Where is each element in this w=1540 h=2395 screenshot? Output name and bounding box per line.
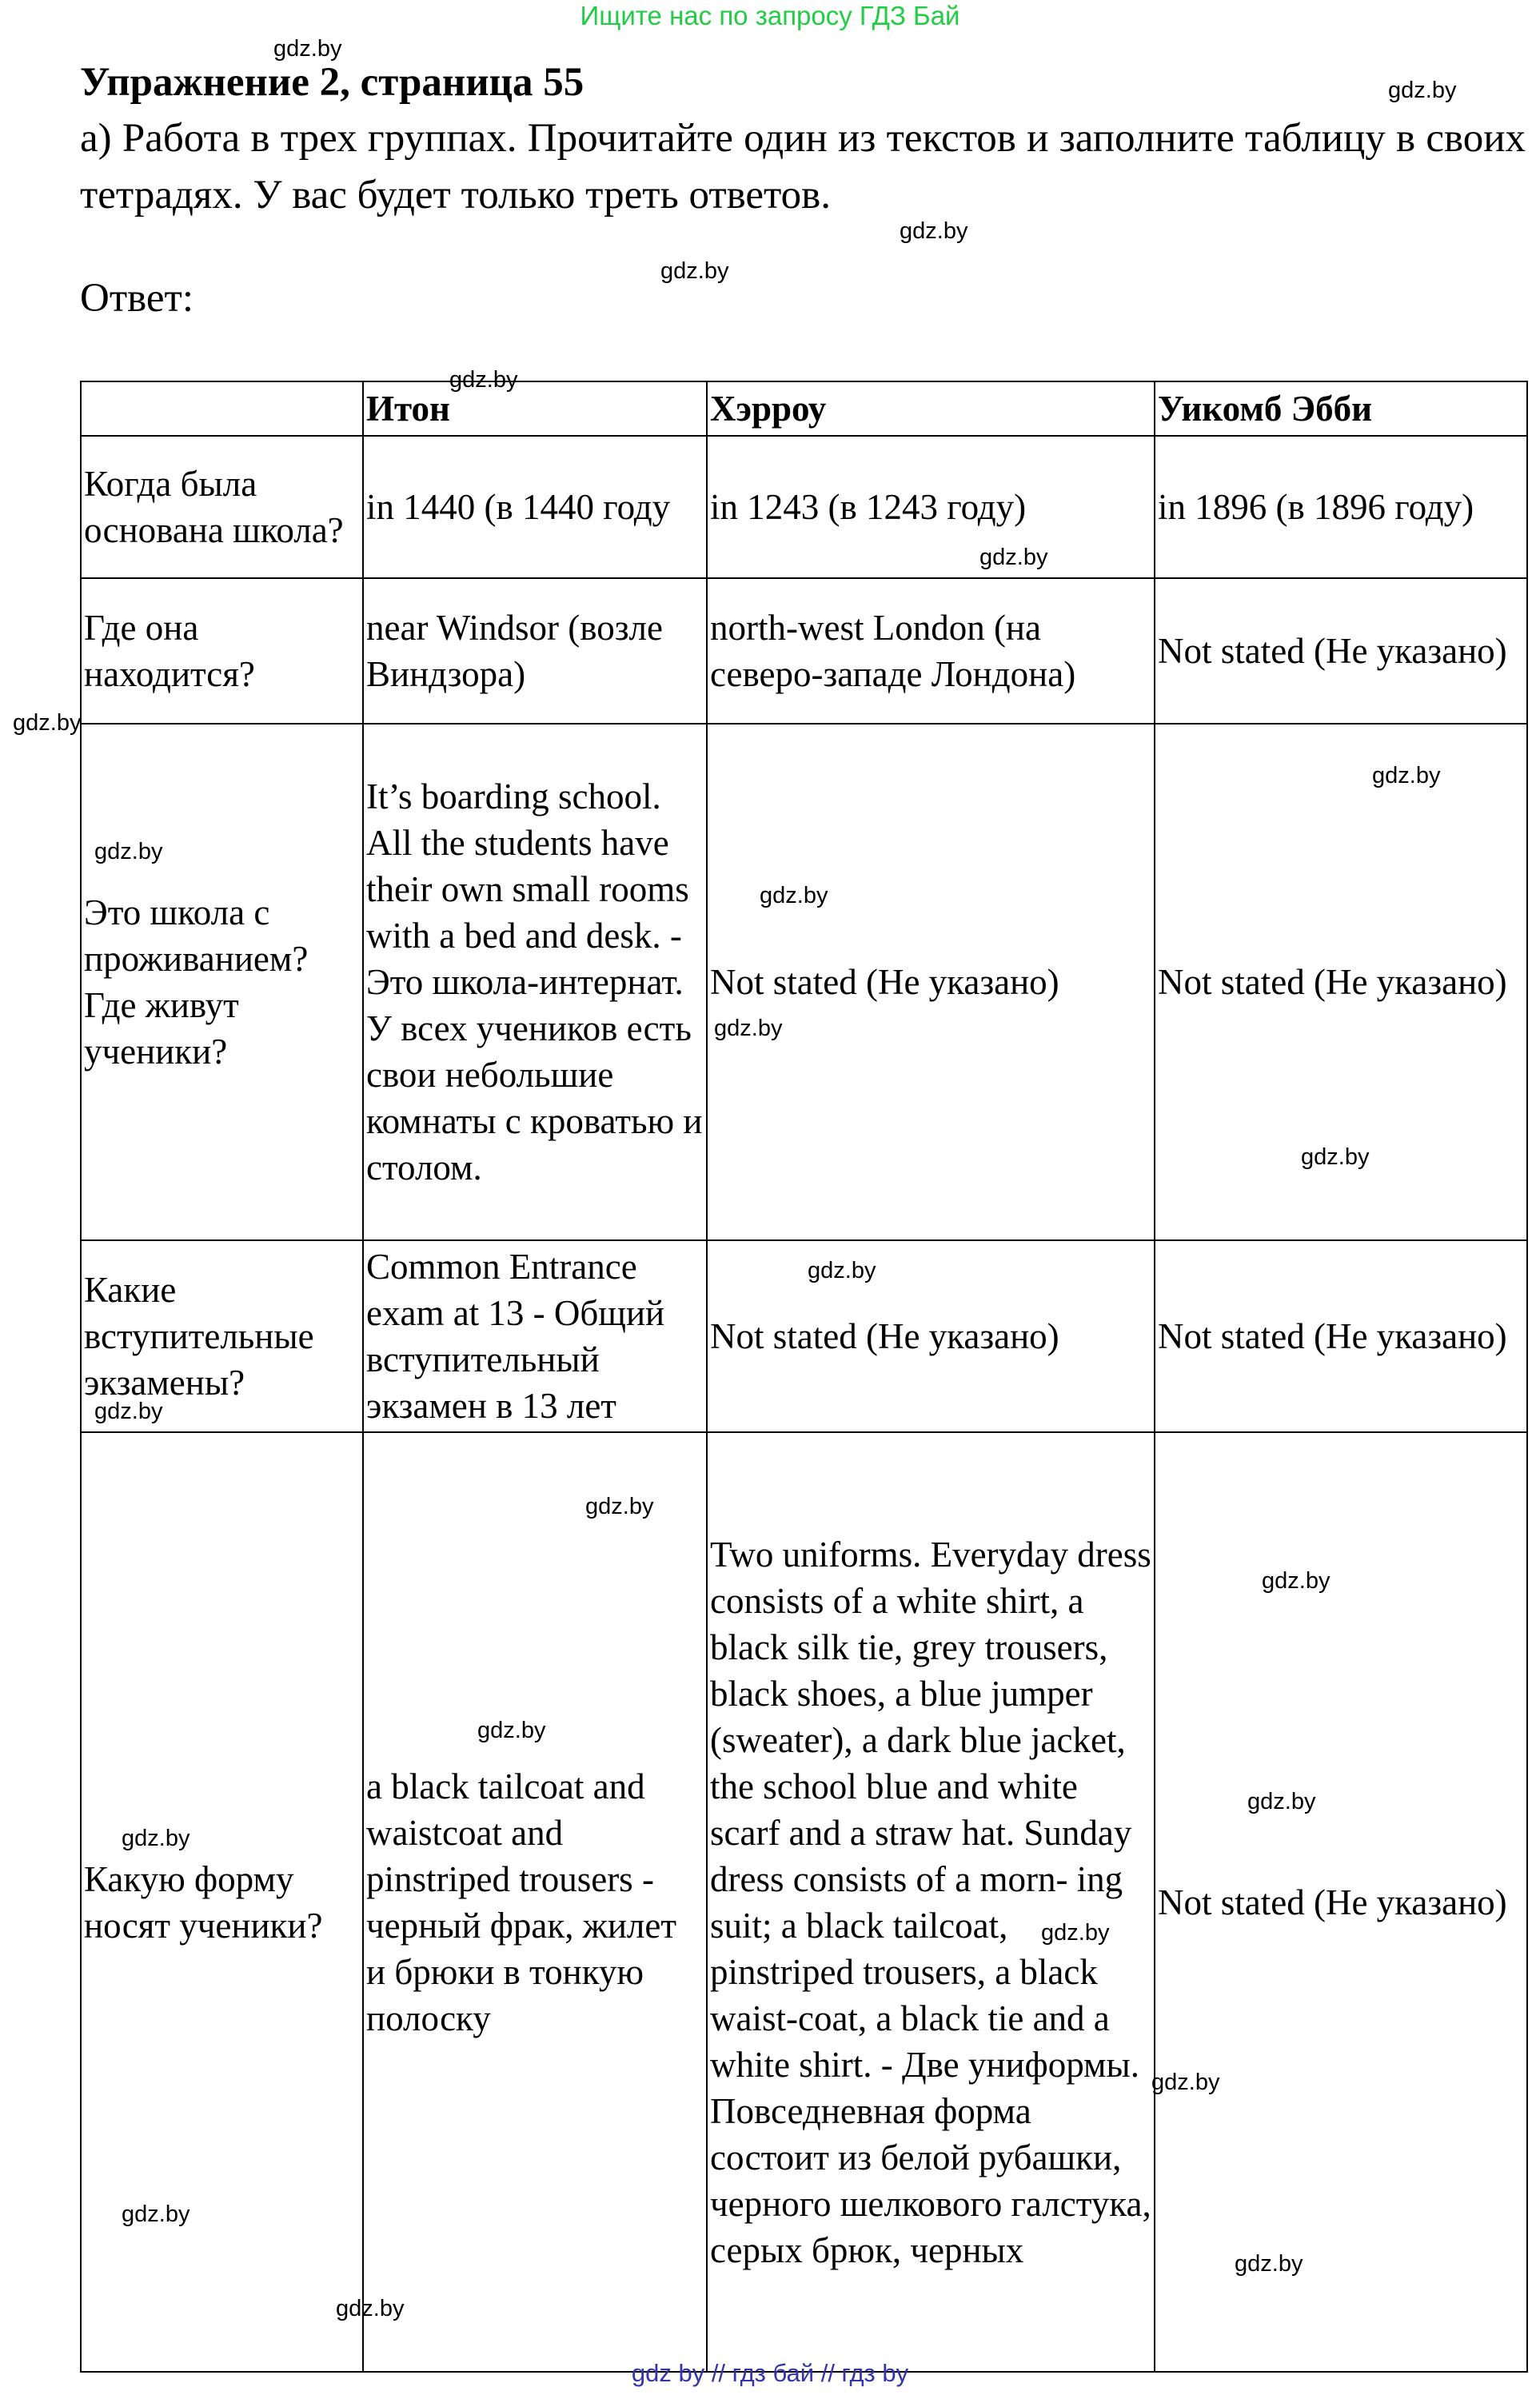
wycombe-cell: Not stated (Не указано) [1155, 724, 1527, 1240]
answer-label: Ответ: [80, 276, 193, 321]
table-row [81, 1432, 1527, 2372]
watermark: gdz.by [94, 839, 163, 864]
table-row [81, 578, 1527, 724]
task-text: а) Работа в трех группах. Прочитайте один из текстов и заполните таблицу в своих тетрадях. У вас будет только треть ответов. [80, 116, 1526, 218]
eton-cell: Common Entrance exam at 13 - Общий вступительный экзамен в 13 лет [363, 1240, 707, 1432]
watermark: gdz.by [1301, 1144, 1370, 1170]
watermark: gdz.by [760, 883, 828, 908]
watermark: gdz.by [273, 36, 342, 62]
watermark: gdz.by [1247, 1789, 1316, 1814]
exercise-title: Упражнение 2, страница 55 [80, 60, 584, 105]
watermark: gdz.by [1262, 1568, 1331, 1594]
wycombe-cell: Not stated (Не указано) [1155, 1240, 1527, 1432]
harrow-cell: in 1243 (в 1243 году) [707, 436, 1155, 578]
watermark: gdz.by [13, 710, 82, 736]
eton-cell: a black tailcoat and waistcoat and pinstriped trousers - черный фрак, жилет и брюки в тонкую полоску [363, 1432, 707, 2372]
harrow-cell: Not stated (Не указано) [707, 1240, 1155, 1432]
question-cell: Какую форму носят ученики? [81, 1432, 363, 2372]
watermark: gdz.by [336, 2296, 405, 2321]
question-cell: Какие вступительные экзамены? [81, 1240, 363, 1432]
header-eton: Итон [363, 381, 707, 436]
watermark: gdz.by [122, 2201, 190, 2227]
footer-links: gdz by // гдз бай // гдз by [631, 2359, 909, 2387]
watermark: gdz.by [979, 545, 1048, 570]
watermark: gdz.by [808, 1258, 876, 1283]
watermark: gdz.by [1151, 2070, 1220, 2095]
wycombe-cell: in 1896 (в 1896 году) [1155, 436, 1527, 578]
watermark: gdz.by [477, 1718, 546, 1743]
watermark: gdz.by [585, 1494, 654, 1519]
watermark: gdz.by [449, 367, 518, 393]
question-cell: Где она находится? [81, 578, 363, 724]
eton-cell: in 1440 (в 1440 году [363, 436, 707, 578]
table-header-row [81, 381, 1527, 436]
watermark: gdz.by [714, 1016, 783, 1041]
watermark: gdz.by [1041, 1920, 1110, 1946]
header-empty-cell [81, 381, 363, 436]
watermark: gdz.by [900, 218, 968, 244]
header-harrow: Хэрроу [707, 381, 1155, 436]
watermark: gdz.by [94, 1399, 163, 1424]
watermark: gdz.by [1235, 2251, 1303, 2277]
watermark: gdz.by [1388, 78, 1457, 103]
wycombe-cell: Not stated (Не указано) [1155, 1432, 1527, 2372]
harrow-cell: Two uniforms. Everyday dress consists of a white shirt, a black silk tie, grey trousers, black shoes, a blue jumper (sweater), a dark blue jacket, the school blue and white scarf and a straw hat. Sunday dress consists of a morn- ing suit; a black tailcoat, pinstriped trousers, a black waist-coat, a black tie and a white shirt. - Две униформы. Повседневная форма состоит из белой рубашки, черного шелкового галстука, серых брюк, черных [707, 1432, 1155, 2372]
watermark: gdz.by [660, 258, 729, 284]
harrow-cell: Not stated (Не указано) [707, 724, 1155, 1240]
table-row [81, 436, 1527, 578]
table-row [81, 1240, 1527, 1432]
answer-table [80, 381, 1528, 2373]
eton-cell: near Windsor (возле Виндзора) [363, 578, 707, 724]
question-cell: Когда была основана школа? [81, 436, 363, 578]
top-banner: Ищите нас по запросу ГДЗ Бай [580, 1, 960, 30]
header-wycombe-abbey: Уикомб Эбби [1155, 381, 1527, 436]
eton-cell: It’s boarding school. All the students have their own small rooms with a bed and desk. - Это школа-интернат. У всех учеников есть свои небольшие комнаты с кроватью и столом. [363, 724, 707, 1240]
wycombe-cell: Not stated (Не указано) [1155, 578, 1527, 724]
watermark: gdz.by [1372, 763, 1441, 788]
harrow-cell: north-west London (на северо-западе Лондона) [707, 578, 1155, 724]
watermark: gdz.by [122, 1826, 190, 1851]
table-row [81, 724, 1527, 1240]
question-cell: Это школа с проживанием? Где живут ученики? [81, 724, 363, 1240]
